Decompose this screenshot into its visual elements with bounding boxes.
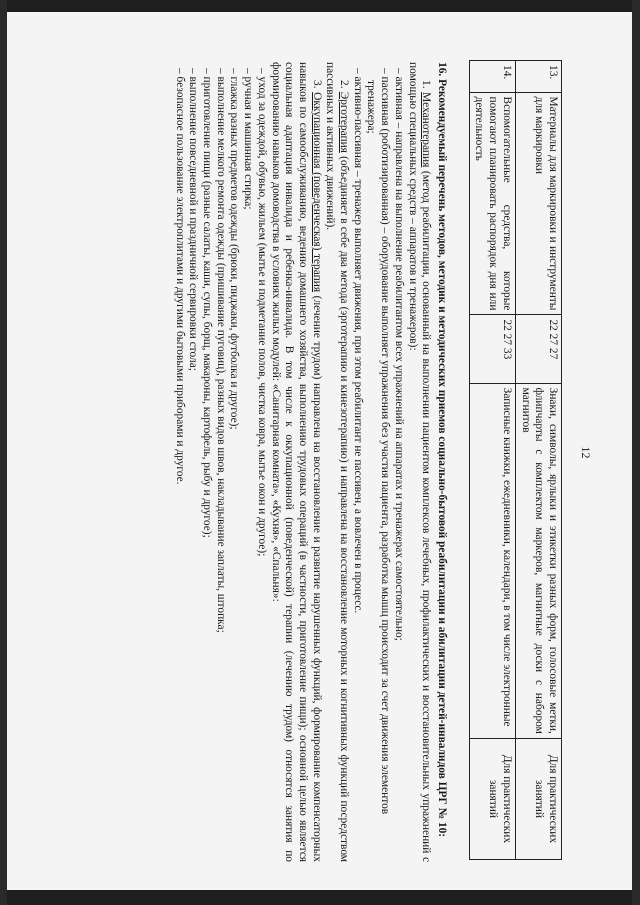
paragraph-number: 1. bbox=[420, 80, 433, 93]
list-item: – глажка разных предметов одежды (брюки, пиджаки, футболка и другое); bbox=[228, 68, 241, 430]
paragraph-mechanotherapy bbox=[405, 62, 432, 862]
equipment-table bbox=[469, 60, 562, 860]
paragraph-text: (лечение трудом) направлена на восстановление и развитие нарушенных функций, формирование компенсаторных навыков по самообслуживанию, ведению домашнего хозяйства, выполнению трудовых операций (в частности, приготовление пищи); основной целью является социальная адаптация инвалида и ребенка-инвалида. В том числе к оккупационной (поведенческой) терапии (лечению трудом) относятся занятия по формированию навыков домоводства в условиях жилых модулей: «Санитарная комната», «Кухня», «Спальня»: bbox=[269, 62, 323, 863]
list-item: – пассивная (роботизированная) – оборудование выполняет упражнения без участия пациента, разработка мышц происходит за счет движения элементов тренажера; bbox=[365, 68, 392, 815]
item-description: Записные книжки, ежедневники, календари, в том числе электронные bbox=[469, 383, 515, 738]
item-purpose: Для практических занятий bbox=[515, 738, 561, 859]
paragraph-text: (метод реабилитации, основанный на выполнении пациентом комплексов лечебных, профилактических и восстановительных упражнений с помощью специальных средств – аппаратов и тренажеров): bbox=[406, 62, 433, 862]
occupational-therapy-list bbox=[172, 62, 268, 862]
item-name: Вспомогательные средства, которые помогают планировать распорядок дня или деятельность bbox=[469, 92, 515, 315]
scan-border-bottom bbox=[0, 890, 640, 905]
item-name: Материалы для маркировки и инструменты для маркировки bbox=[515, 92, 561, 315]
item-purpose: Для практических занятий bbox=[469, 738, 515, 859]
paragraph-occupational-therapy bbox=[268, 62, 323, 862]
term-occupational-therapy: Оккупационная (поведенческая) терапия bbox=[310, 92, 323, 293]
list-item: – приготовление пищи (разные салаты, каши, супы, борщ, макароны, картофель, рыбу и другое); bbox=[201, 68, 214, 538]
term-ergotherapy: Эрготерапия bbox=[338, 91, 351, 153]
list-item: – активная – направлена на выполнение реабилитантом всех упражнений на аппаратах и тренажерах самостоятельно; bbox=[392, 68, 405, 641]
item-code: 22 27 27 bbox=[515, 315, 561, 383]
list-item: – выполнение повседневной и праздничной сервировки стола; bbox=[187, 68, 200, 371]
item-code: 22 27 33 bbox=[469, 315, 515, 383]
item-description: Знаки, символы, ярлыки и этикетки разных форм, голосовые метки, флипчарты с комплектом маркеров, магнитные доски с набором магнитов bbox=[515, 383, 561, 738]
list-item: – уход за одеждой, обувью, жильем (мытье и подметание полов, чистка ковра, мытье окон и другое); bbox=[255, 68, 268, 557]
scan-border-right bbox=[632, 0, 640, 905]
scan-border-top bbox=[0, 0, 640, 12]
list-item: – безопасное пользование электроплитами и другими бытовыми приборами и другое. bbox=[173, 68, 186, 485]
list-item: – выполнение мелкого ремонта одежды (пришивание пуговиц), разных видов швов, накладывание заплаты, штопка; bbox=[214, 68, 227, 633]
paragraph-text: (объединяет в себе два метода (эрготерапию и кинезотерапию) и направлена на восстановление моторных и когнитивных функций посредством пассивных и активных движений). bbox=[324, 62, 351, 863]
document-page bbox=[40, 30, 600, 875]
table-row bbox=[515, 61, 561, 860]
row-number: 13. bbox=[515, 61, 561, 93]
paragraph-ergotherapy bbox=[323, 62, 350, 862]
methods-section bbox=[172, 62, 448, 862]
term-mechanotherapy: Механотерапия bbox=[420, 92, 433, 168]
table-row bbox=[469, 61, 515, 860]
page-number: 12 bbox=[579, 446, 593, 459]
paragraph-number: 2. bbox=[338, 80, 351, 92]
paragraph-number: 3. bbox=[310, 80, 323, 93]
section-heading: 16. Рекомендуемый перечень методов, методик и методических приемов социально-бытовой реабилитации и абилитации детей-инвалидов ЦРГ № 10: bbox=[436, 62, 448, 838]
list-item: – активно-пассивная – тренажер выполняет движения, при этом реабилитант не пассивен, а вовлечен в процесс. bbox=[351, 68, 364, 614]
list-item: – ручная и машинная стирка; bbox=[242, 68, 255, 210]
scan-border-left bbox=[0, 0, 7, 905]
mechanotherapy-list bbox=[350, 62, 405, 862]
row-number: 14. bbox=[469, 61, 515, 93]
